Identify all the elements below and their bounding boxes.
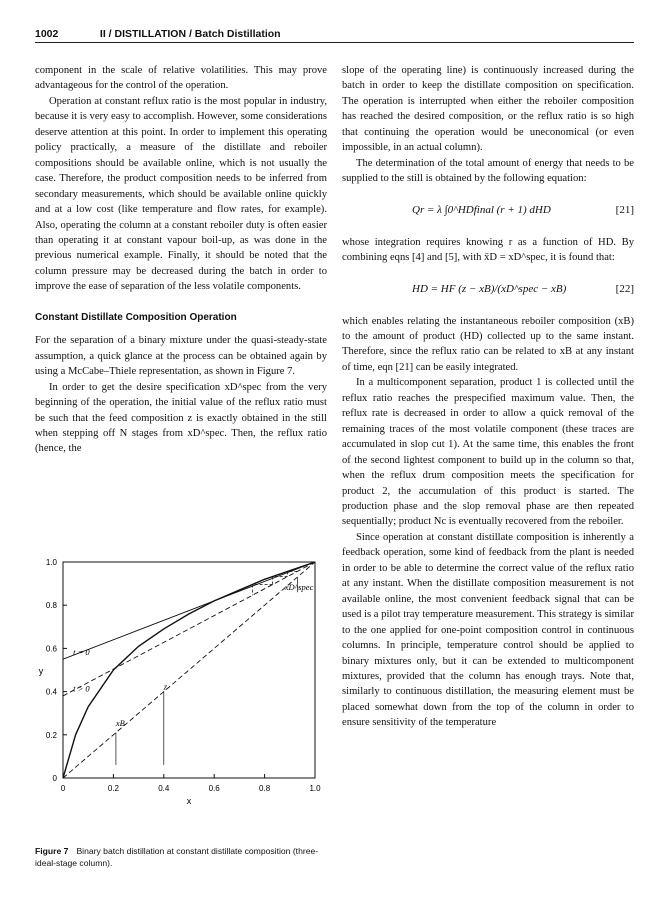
x-tick-label: 1.0 <box>309 784 321 793</box>
x-tick-label: 0 <box>60 784 66 793</box>
equation-22 <box>342 266 634 314</box>
paragraph: In order to get the desire specification xD^spec from the very beginning of the operation, the initial value of the reflux ratio must be such that the feed composition z is exactly obtained in the still when stepping off N stages from xD^spec. Then, the reflux ratio (hence, the <box>35 381 327 455</box>
x-axis-label: x <box>186 796 192 806</box>
y-axis-label: y <box>38 666 44 676</box>
x-tick-label: 0.6 <box>208 784 220 793</box>
chart-annotation: z <box>163 681 168 692</box>
paragraph: whose integration requires knowing r as a function of HD. By combining eqns [4] and [5], with x̄D = xD^spec, it is found that: <box>342 236 634 264</box>
page-number: 1002 <box>35 28 59 40</box>
equation-number: [22] <box>615 282 634 295</box>
chart-annotation: t > 0 <box>73 683 90 694</box>
paragraph: The determination of the total amount of energy that needs to be supplied to the still is obtained by the following equation: <box>342 157 634 185</box>
header-rule <box>35 42 634 43</box>
equation-number: [21] <box>615 203 634 216</box>
section-heading: Constant Distillate Composition Operation <box>35 311 237 323</box>
page-header <box>35 28 635 40</box>
paragraph: Operation at constant reflux ratio is the most popular in industry, because it is very easy to accomplish. However, some considerations deserve attention at this point. In order to implement this operating policy practically, a measure of the distillate and reboiler compositions should be available online, which is not usually the case. Therefore, the product composition needs to be inferred from secondary measurements, which should be available online quickly and at a low cost (like temperature and flow rates, for example). Also, operating the column at a constant reboiler duty is often easier than operating it at constant vapour boil-up, as was done in the previous numerical example. Finally, it should be noted that the column pressure may be decreased during the batch in order to improve the ease of separation of the less volatile components. <box>35 95 327 293</box>
running-title: II / DISTILLATION / Batch Distillation <box>99 28 281 40</box>
caption-label: Figure 7 <box>35 846 69 856</box>
y-tick-label: 0.4 <box>45 687 57 697</box>
caption-text: Binary batch distillation at constant distillate composition (three-ideal-stage column). <box>35 846 319 868</box>
paragraph: which enables relating the instantaneous reboiler composition (xB) to the amount of product (HD) collected up to the same instant. Therefore, since the reflux ratio can be related to xB at any instant of time, eqn [21] can be easily integrated. <box>342 315 634 373</box>
equation-21-body: Qr = λ ∫0^HDfinal (r + 1) dHD <box>412 203 551 216</box>
paragraph: component in the scale of relative volatilities. This may prove advantageous for the control of the operation. <box>35 65 327 92</box>
paragraph: In a multicomponent separation, product 1 is collected until the reflux ratio reaches the prespecified maximum value. Then, the reflux rate is decreased in order to allow a quick removal of the remaining traces of the most volatile component (these traces are accumulated in slop cut 1). At the same time, this enables the front of the second lightest component to build up in the column so that, when the reflux drum composition meets the specification for product 2, the accumulation of this product is started. The production phase and the slop removal phase are then repeated sequentially; product Nc is eventually recovered from the reboiler. <box>342 377 634 528</box>
equation-22-body: HD = HF (z − xB)/(xD^spec − xB) <box>412 282 567 295</box>
x-tick-label: 0.8 <box>259 784 271 793</box>
chart-annotation: t = 0 <box>73 646 90 657</box>
series-line <box>63 562 315 696</box>
x-tick-label: 0.2 <box>107 784 119 793</box>
figure-caption <box>35 845 335 869</box>
series-line <box>63 562 315 778</box>
paragraph: slope of the operating line) is continuously increased during the batch in order to keep the distillate composition on specification. The operation is interrupted when either the reboiler composition has reached the desired composition, or the reflux ratio is so high that continuing the operation would be uneconomical (or even impossible, in an actual column). <box>342 65 634 154</box>
y-tick-label: 0.6 <box>45 644 57 654</box>
left-column <box>35 63 327 457</box>
chart-annotation: xB <box>115 718 125 729</box>
paragraph: For the separation of a binary mixture under the quasi-steady-state assumption, a quick glance at the process can be obtained again by using a McCabe–Thiele representation, as shown in Figure 7. <box>35 335 327 378</box>
y-tick-label: 1.0 <box>45 558 57 567</box>
y-tick-label: 0.8 <box>45 601 57 611</box>
equation-21 <box>342 187 634 235</box>
y-tick-label: 0 <box>52 774 57 783</box>
paragraph: Since operation at constant distillate composition is inherently a feedback operation, some kind of feedback from the plant is needed in order to be able to determine the correct value of the reflux ratio at any instant. When the distillate composition measurement is not available online, the most convenient feedback signal that can be used is a pilot tray temperature measurement. This strategy is similar to the one applied for one-point composition control in continuous columns. In principle, temperature control should be applied to binary mixtures only, but it can be extended to multicomponent mixtures, provided that the column has enough trays. Note that, similarly to continuous distillation, the measuring element must be placed somewhat down from the top of the column in order to ensure sensitivity of the temperature <box>342 531 634 729</box>
chart-annotation: xD^spec <box>284 582 314 593</box>
x-tick-label: 0.4 <box>158 784 170 793</box>
right-column <box>342 63 634 731</box>
y-tick-label: 0.2 <box>45 730 57 740</box>
mccabe-thiele-chart <box>35 556 335 821</box>
